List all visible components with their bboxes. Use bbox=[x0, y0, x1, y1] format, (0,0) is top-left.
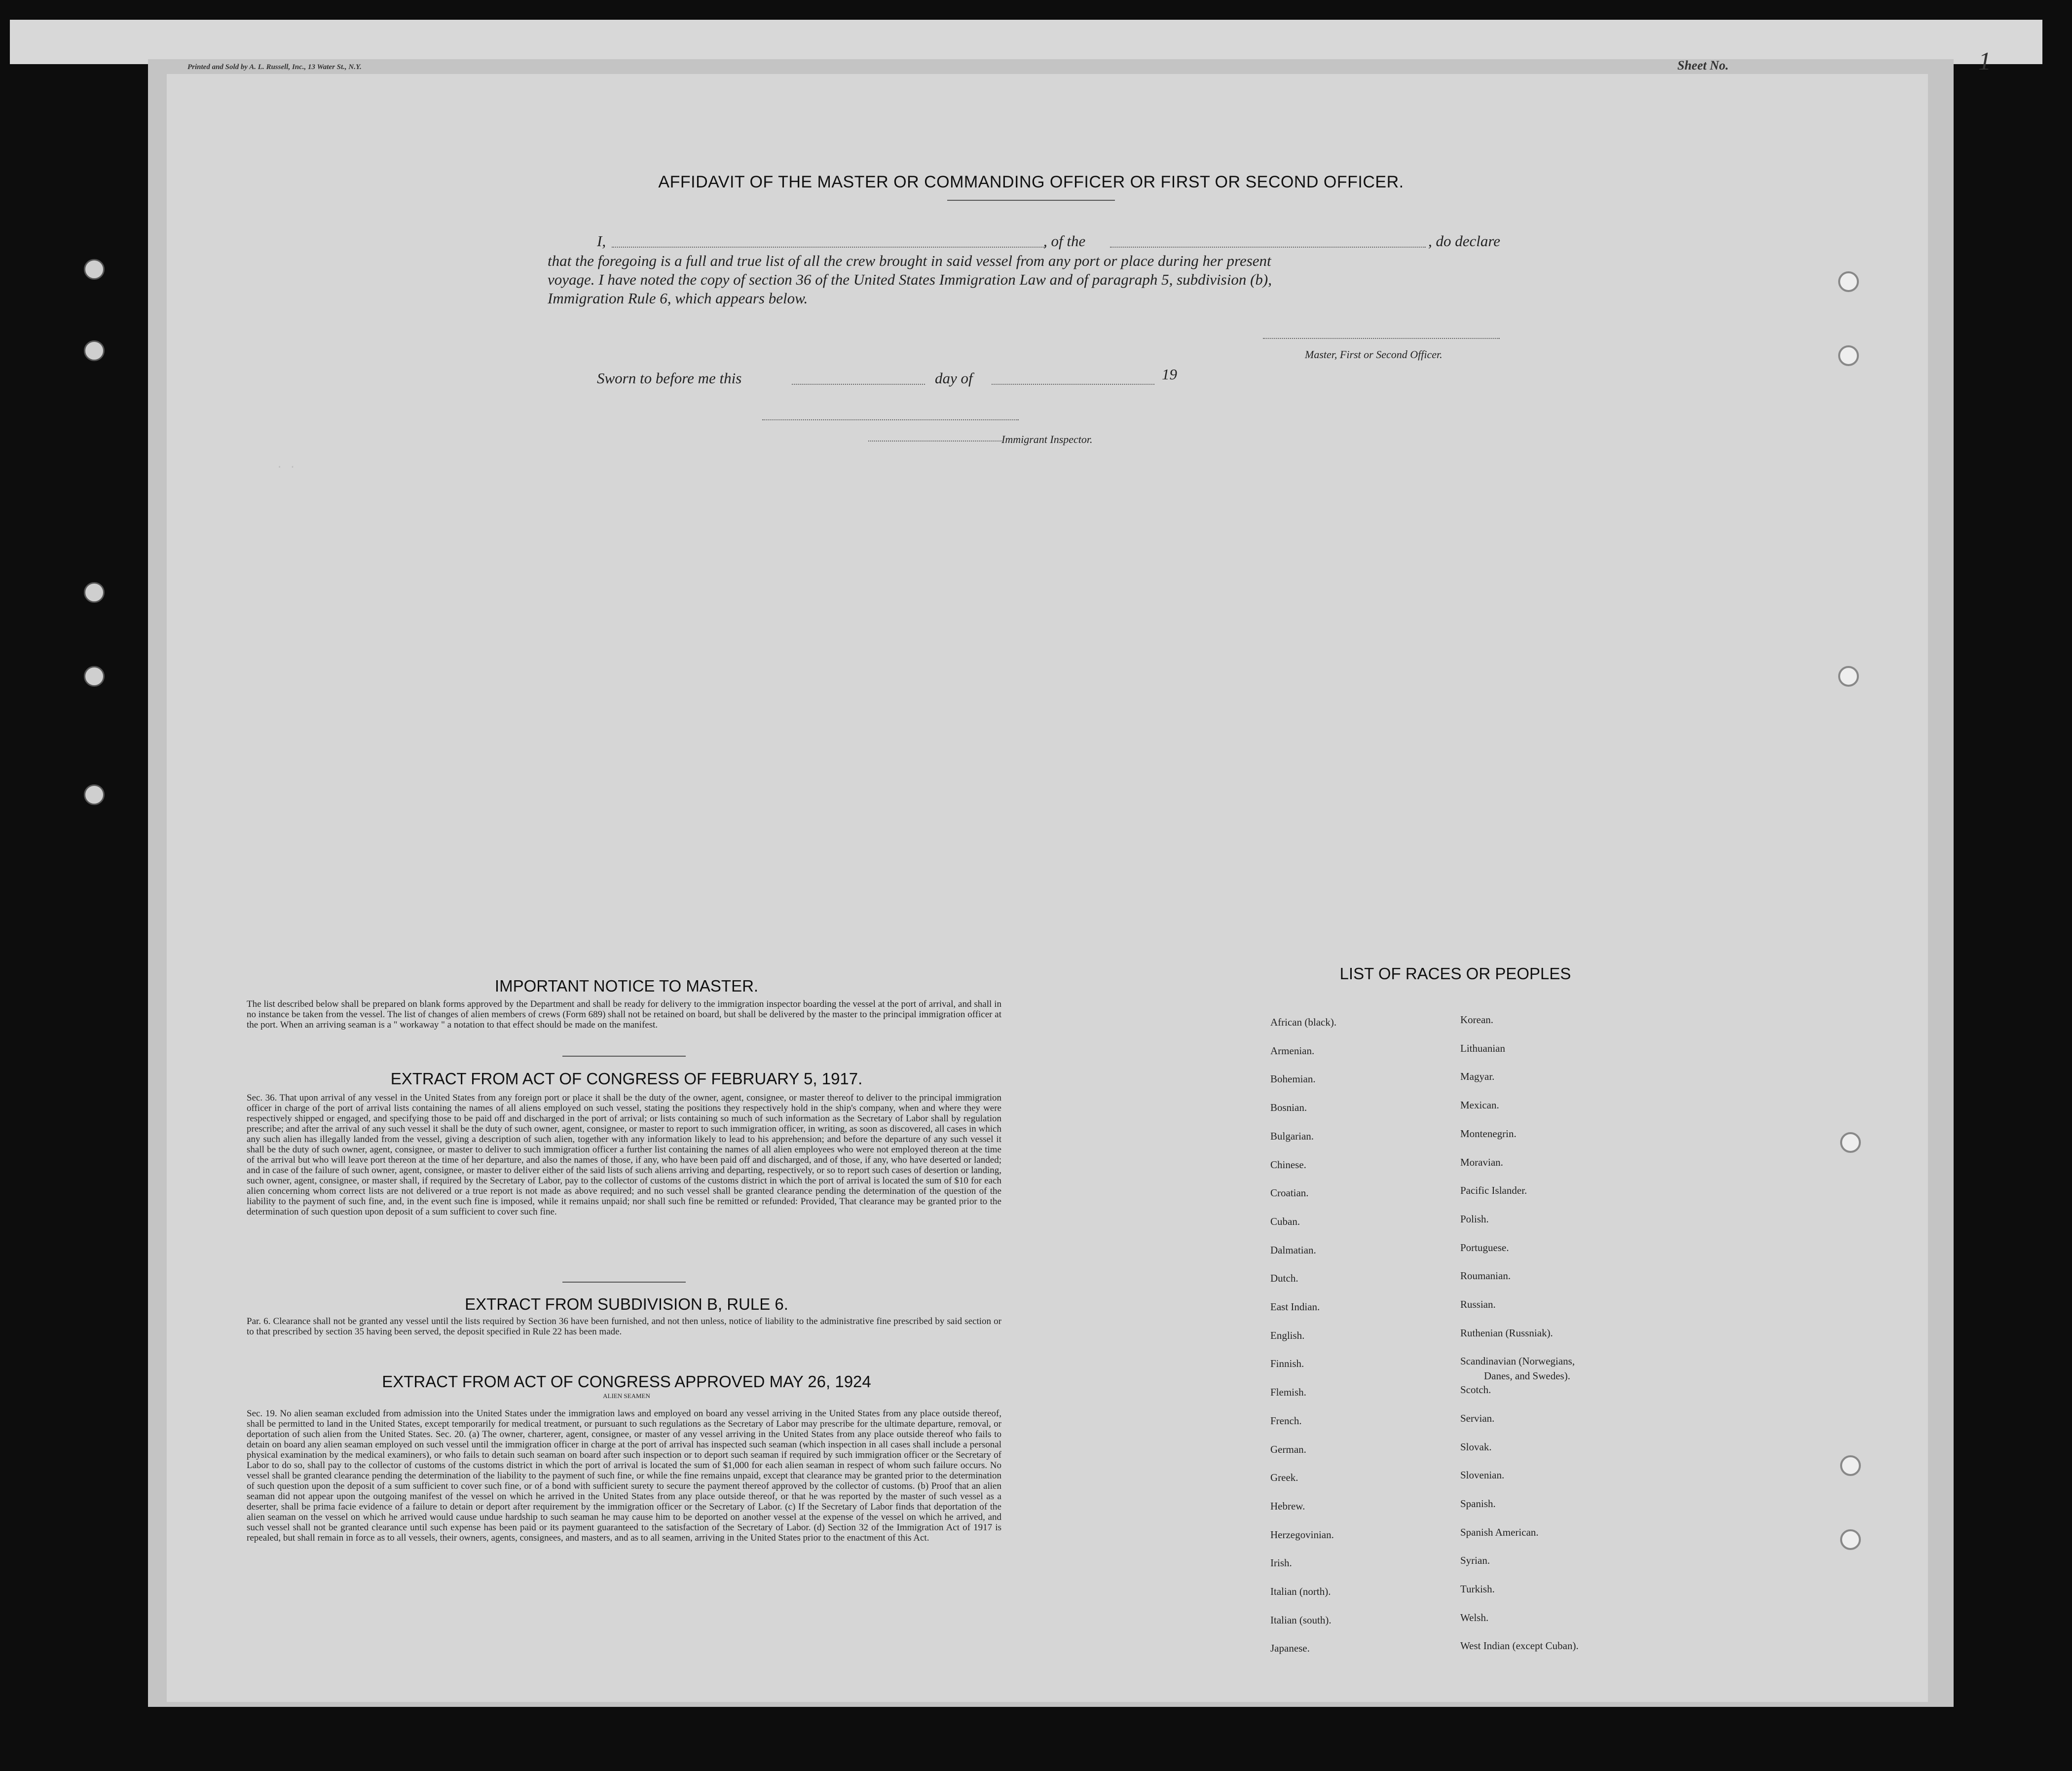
race-item-continued: Danes, and Swedes). bbox=[1484, 1370, 1570, 1382]
race-item: Japanese. bbox=[1270, 1642, 1310, 1655]
race-item: Moravian. bbox=[1460, 1156, 1503, 1168]
race-item: Italian (south). bbox=[1270, 1614, 1332, 1626]
race-item: Syrian. bbox=[1460, 1554, 1490, 1567]
race-item: Lithuanian bbox=[1460, 1042, 1505, 1054]
sheet-no-label: Sheet No. bbox=[1677, 58, 1729, 73]
race-item: Cuban. bbox=[1270, 1215, 1300, 1227]
race-item: Spanish. bbox=[1460, 1497, 1496, 1510]
extract-1924-subtitle: ALIEN SEAMEN bbox=[603, 1392, 650, 1400]
vessel-blank[interactable] bbox=[1110, 247, 1426, 248]
race-item: Croatian. bbox=[1270, 1187, 1309, 1199]
extract-rule6-body: Par. 6. Clearance shall not be granted any vessel until the lists required by Section 36 have been furnished, and not then unless, notice of liability to the administrative fine prescribed by said section or to that prescribed by section 35 having been served, the deposit specified in Rule 22 has been made. bbox=[247, 1316, 1001, 1337]
race-item: Herzegovinian. bbox=[1270, 1528, 1334, 1541]
binder-hole-icon bbox=[84, 784, 105, 805]
race-item: Finnish. bbox=[1270, 1358, 1304, 1370]
race-item: Flemish. bbox=[1270, 1386, 1306, 1399]
binder-hole-icon bbox=[84, 259, 105, 280]
race-item: Servian. bbox=[1460, 1412, 1495, 1424]
notice-title: IMPORTANT NOTICE TO MASTER. bbox=[494, 977, 759, 995]
binder-hole-icon bbox=[84, 666, 105, 687]
race-item: Spanish American. bbox=[1460, 1526, 1539, 1538]
race-item: English. bbox=[1270, 1329, 1305, 1341]
name-blank[interactable] bbox=[612, 247, 1046, 248]
race-item: Polish. bbox=[1460, 1213, 1489, 1225]
extract-1924-body: Sec. 19. No alien seaman excluded from admission into the United States under the immigration laws and employed on board any vessel arriving in the United States from any place outside thereof, shall be permitted to land in the United States, except temporarily for medical treatment, or pursuant to such regulations as the Secretary of Labor may prescribe for the ultimate departure, removal, or deportation of such alien from the United States. Sec. 20. (a) The owner, charterer, agent, consignee, or master of any vessel arriving in the United States from any place outside thereof who fails to detain on board any alien seaman employed on such vessel until the immigration officer in charge at the port of arrival has inspected such seaman (which inspection in all cases shall include a personal physical examination by the medical examiners), or who fails to detain such seaman on board after such inspection or to deport such seaman if required by such immigration officer or the Secretary of Labor to do so, shall pay to the collector of customs of the customs district in which the port of arrival is located the sum of $1,000 for each alien seaman in respect of whom such failure occurs. No vessel shall be granted clearance pending the determination of the liability to the payment of such fine, or while the fine remains unpaid, except that clearance may be granted prior to the determination of such question upon the deposit of a sum sufficient to cover such fine, or of a bond with sufficient surety to secure the payment thereof approved by the collector of customs. (b) Proof that an alien seaman did not appear upon the outgoing manifest of the vessel on which he arrived in the United States from any place outside thereof, or that he was reported by the master of such vessel as a deserter, shall be prima facie evidence of a failure to detain or deport after requirement by the immigration officer or the Secretary of Labor. (c) If the Secretary of Labor finds that deportation of the alien seaman on the vessel on which he arrived would cause undue hardship to such seaman he may cause him to be deported on another vessel at the expense of the vessel on which he arrived, and such vessel shall not be granted clearance until such expense has been paid or its payment guaranteed to the satisfaction of the Secretary of Labor. (d) Section 32 of the Immigration Act of 1917 is repealed, but shall remain in force as to all vessels, their owners, agents, consignees, and masters, and as to all seamen, arriving in the United States prior to the enactment of this Act. bbox=[247, 1408, 1001, 1543]
declare-line-3: voyage. I have noted the copy of section 36 of the United States Immigration Law and of paragraph 5, subdivision (b), bbox=[548, 271, 1272, 288]
races-title: LIST OF RACES OR PEOPLES bbox=[1339, 964, 1571, 983]
race-item: Bohemian. bbox=[1270, 1073, 1316, 1085]
ring-hole-icon bbox=[1838, 271, 1859, 292]
race-item: Dutch. bbox=[1270, 1272, 1298, 1285]
header-strip bbox=[10, 20, 2042, 64]
race-item: East Indian. bbox=[1270, 1301, 1320, 1313]
sheet-no-value: 1 bbox=[1978, 47, 1991, 75]
race-item: Scandinavian (Norwegians, bbox=[1460, 1355, 1575, 1367]
inspector-label: Immigrant Inspector. bbox=[1001, 433, 1093, 445]
extract-rule6-title: EXTRACT FROM SUBDIVISION B, RULE 6. bbox=[465, 1295, 788, 1313]
race-item: French. bbox=[1270, 1414, 1302, 1427]
ring-hole-icon bbox=[1838, 345, 1859, 366]
race-item: Dalmatian. bbox=[1270, 1244, 1316, 1256]
binder-hole-icon bbox=[84, 582, 105, 603]
ring-hole-icon bbox=[1838, 666, 1859, 687]
extract-1924-title: EXTRACT FROM ACT OF CONGRESS APPROVED MAY 26, 1924 bbox=[382, 1372, 871, 1391]
declare-end: , do declare bbox=[1428, 232, 1501, 250]
ring-hole-icon bbox=[1840, 1529, 1861, 1550]
race-item: German. bbox=[1270, 1443, 1306, 1455]
race-item: Korean. bbox=[1460, 1014, 1494, 1026]
race-item: Scotch. bbox=[1460, 1384, 1491, 1396]
declare-line-4: Immigration Rule 6, which appears below. bbox=[548, 290, 808, 307]
sworn-day-label: day of bbox=[935, 369, 973, 387]
race-item: West Indian (except Cuban). bbox=[1460, 1640, 1579, 1652]
race-item: Irish. bbox=[1270, 1557, 1292, 1569]
race-item: Magyar. bbox=[1460, 1070, 1495, 1083]
race-item: Chinese. bbox=[1270, 1158, 1306, 1171]
divider bbox=[562, 1056, 686, 1057]
race-item: Hebrew. bbox=[1270, 1500, 1305, 1512]
race-item: Pacific Islander. bbox=[1460, 1184, 1527, 1197]
ring-hole-icon bbox=[1840, 1455, 1861, 1476]
declare-line-2: that the foregoing is a full and true list of all the crew brought in said vessel from any port or place during her present bbox=[548, 252, 1271, 269]
inspector-blank-2[interactable] bbox=[868, 441, 1001, 442]
notice-body: The list described below shall be prepared on blank forms approved by the Department and shall be ready for delivery to the immigration inspector boarding the vessel at the port of arrival, and shall in no instance be taken from the vessel. The list of changes of alien members of crews (Form 689) shall not be retained on board, but shall be delivered by the master to the principal immigration officer at the port. When an arriving seaman is a " workaway " a notation to that effect should be made on the manifest. bbox=[247, 999, 1001, 1030]
sworn-year: 19 bbox=[1162, 366, 1177, 383]
sworn-month-blank[interactable] bbox=[992, 384, 1154, 385]
race-item: Armenian. bbox=[1270, 1044, 1315, 1057]
race-item: Portuguese. bbox=[1460, 1241, 1509, 1254]
race-item: Slovak. bbox=[1460, 1440, 1492, 1453]
sworn-date-blank[interactable] bbox=[792, 384, 925, 385]
race-item: Ruthenian (Russniak). bbox=[1460, 1327, 1553, 1339]
bleed-through-text: . . bbox=[276, 459, 296, 471]
race-item: Bosnian. bbox=[1270, 1102, 1307, 1114]
affidavit-title: AFFIDAVIT OF THE MASTER OR COMMANDING OFFICER OR FIRST OR SECOND OFFICER. bbox=[658, 173, 1404, 191]
extract-1917-body: Sec. 36. That upon arrival of any vessel in the United States from any foreign port or place it shall be the duty of the owner, agent, consignee, or master thereof to deliver to the principal immigration officer in charge of the port of arrival lists containing the names of all aliens employed on such vessel, stating the positions they respectively hold in the ship's company, when and where they were respectively shipped or engaged, and specifying those to be paid off and discharged in the port of arrival; or lists containing so much of such information as the Secretary of Labor shall by regulation prescribe; and after the arrival of any such vessel it shall be the duty of such owner, agent, consignee, or master to report to such immigration officer, in writing, as soon as discovered, all cases in which any such alien has illegally landed from the vessel, giving a description of such alien, together with any information likely to lead to his apprehension; and before the departure of any such vessel it shall be the duty of such owner, agent, consignee, or master to deliver to such immigration officer a further list containing the names of all alien employees who were not employed thereon at the time of the arrival but who will leave port thereon at the time of her departure, and also the names of those, if any, who have been paid off and discharged, and of those, if any, who have deserted or landed; and in case of the failure of such owner, agent, consignee, or master to deliver either of the said lists of such aliens arriving and departing, respectively, or so to report such cases of desertion or landing, such owner, agent, consignee, or master shall, if required by the Secretary of Labor, pay to the collector of customs of the customs district in which the port of arrival is located the sum of $10 for each alien concerning whom correct lists are not delivered or a true report is not made as above required; and no such vessel shall be granted clearance pending the determination of the question of the liability to the payment of such fine, and, in the event such fine is imposed, while it remains unpaid; nor shall such fine be remitted or refunded: Provided, That clearance may be granted prior to the determination of such question upon deposit of a sum sufficient to cover such fine. bbox=[247, 1093, 1001, 1217]
divider bbox=[562, 1282, 686, 1283]
master-label: Master, First or Second Officer. bbox=[1305, 348, 1443, 361]
divider bbox=[947, 200, 1115, 201]
ring-hole-icon bbox=[1840, 1132, 1861, 1153]
extract-1917-title: EXTRACT FROM ACT OF CONGRESS OF FEBRUARY 5, 1917. bbox=[390, 1070, 863, 1088]
publisher-line: Printed and Sold by A. L. Russell, Inc., 13 Water St., N.Y. bbox=[187, 63, 362, 71]
binder-hole-icon bbox=[84, 340, 105, 361]
race-item: Bulgarian. bbox=[1270, 1130, 1314, 1142]
master-signature-blank[interactable] bbox=[1263, 338, 1500, 339]
declare-of-the: , of the bbox=[1043, 232, 1086, 250]
race-item: Montenegrin. bbox=[1460, 1127, 1517, 1140]
race-item: Greek. bbox=[1270, 1472, 1298, 1484]
race-item: Slovenian. bbox=[1460, 1469, 1505, 1481]
race-item: Italian (north). bbox=[1270, 1586, 1331, 1597]
race-item: Turkish. bbox=[1460, 1583, 1495, 1595]
race-item: Mexican. bbox=[1460, 1099, 1499, 1111]
declare-prefix: I, bbox=[597, 232, 606, 250]
inspector-blank-1[interactable] bbox=[762, 419, 1019, 420]
race-item: African (black). bbox=[1270, 1016, 1337, 1028]
race-item: Roumanian. bbox=[1460, 1270, 1511, 1282]
race-item: Welsh. bbox=[1460, 1611, 1489, 1623]
sworn-prefix: Sworn to before me this bbox=[597, 369, 742, 387]
race-item: Russian. bbox=[1460, 1298, 1496, 1310]
